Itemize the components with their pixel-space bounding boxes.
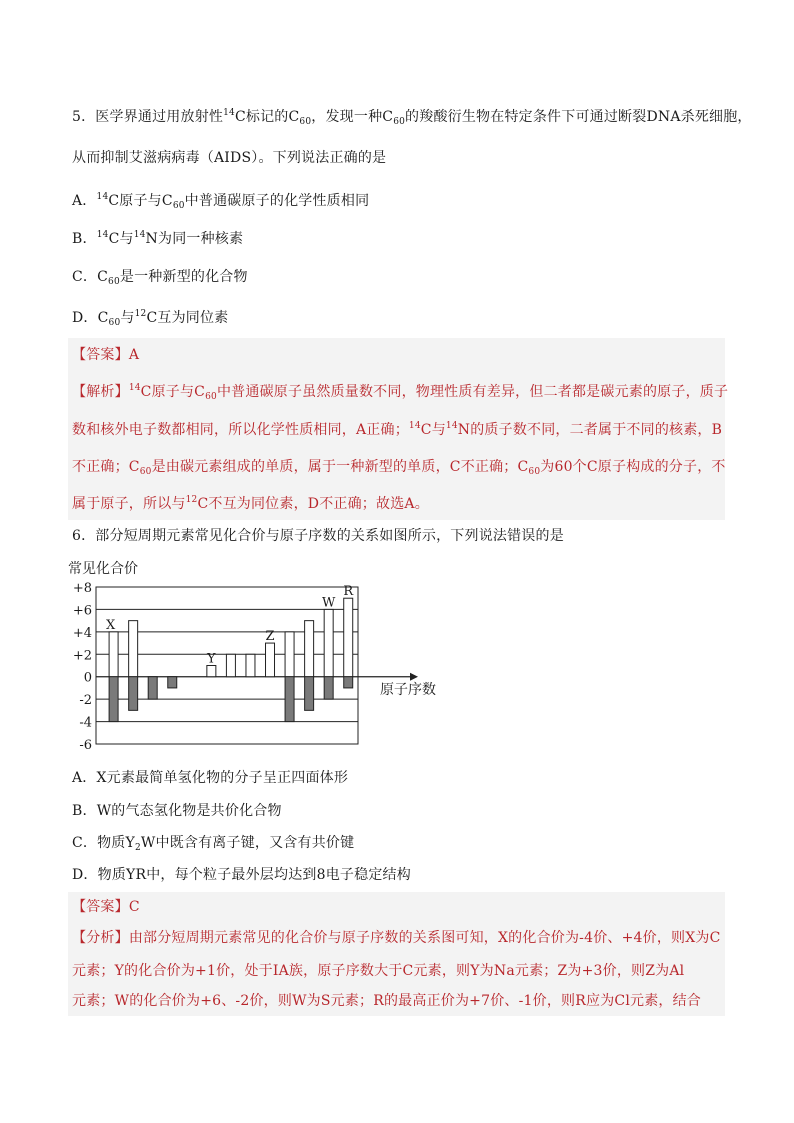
bar-positive xyxy=(207,666,216,677)
q6-option-d[interactable]: D．物质YR中，每个粒子最外层均达到8电子稳定结构 xyxy=(72,867,411,883)
y-tick-label: +6 xyxy=(72,603,92,619)
y-tick-label: +4 xyxy=(72,625,92,641)
bar-positive xyxy=(305,621,314,677)
bar-negative xyxy=(148,677,157,699)
q6-option-c[interactable]: C．物质$Y_2W$中既含有离子键，又含有共价键 xyxy=(72,835,355,853)
chart-xlabel: 原子序数 xyxy=(380,682,436,698)
valence-chart xyxy=(60,556,460,756)
bar-negative xyxy=(305,677,314,711)
q5-option-b[interactable]: B．$^{14}$C与$^{14}$N为同一种核素 xyxy=(72,230,244,247)
y-tick-label: 0 xyxy=(83,670,92,686)
q5-analysis-line2: 数和核外电子数都相同，所以化学性质相同，A正确；$^{14}$C与$^{14}$N的质子数不同，二者属于不同的核素，B xyxy=(72,421,723,438)
q6-analysis-line3: 元素；W的化合价为+6、-2价，则W为S元素；R的最高正价为+7价、-1价，则R应为Cl元素，结合 xyxy=(72,993,701,1009)
point-label: R xyxy=(343,584,354,600)
point-label: W xyxy=(321,595,336,611)
bar-positive xyxy=(246,654,255,676)
bar-positive xyxy=(129,621,138,677)
bar-positive xyxy=(266,643,275,677)
x-axis-arrow xyxy=(410,673,418,681)
q5-option-d[interactable]: D．$C_{60}$与$^{12}$C互为同位素 xyxy=(72,309,229,328)
chart-grid xyxy=(73,581,418,753)
q5-analysis-line1: 【解析】$^{14}$C原子与$C_{60}$中普通碳原子虽然质量数不同，物理性质有差异，但二者都是碳元素的原子，质子 xyxy=(72,383,729,402)
y-tick-label: -4 xyxy=(79,715,92,731)
point-label: Y xyxy=(207,651,216,667)
q6-analysis-line2: 元素；Y的化合价为+1价，处于ⅠA族，原子序数大于C元素，则Y为Na元素；Z为+3价，则Z为Al xyxy=(72,963,685,979)
chart-bars xyxy=(109,598,353,721)
bar-negative xyxy=(324,677,333,699)
q6-option-b[interactable]: B．W的气态氢化物是共价化合物 xyxy=(72,803,282,819)
point-label: X xyxy=(105,617,116,633)
point-label: Z xyxy=(265,629,275,645)
chart-ylabel: 常见化合价 xyxy=(68,561,138,577)
q5-analysis-line3: 不正确；$C_{60}$是由碳元素组成的单质，属于一种新型的单质，C不正确；$C_{60}$为60个C原子构成的分子，不 xyxy=(72,459,726,477)
y-tick-label: -2 xyxy=(79,693,92,709)
bar-negative xyxy=(129,677,138,711)
q5-option-c[interactable]: C．$C_{60}$是一种新型的化合物 xyxy=(72,269,248,287)
y-tick-label: +8 xyxy=(72,581,92,596)
q6-option-a[interactable]: A．X元素最简单氢化物的分子呈正四面体形 xyxy=(72,770,349,786)
q5-stem-line2: 从而抑制艾滋病病毒（AIDS）。下列说法正确的是 xyxy=(72,150,387,166)
bar-negative xyxy=(109,677,118,722)
q5-analysis-line4: 属于原子，所以与$^{12}$C不互为同位素，D不正确；故选A。 xyxy=(72,495,429,512)
q6-analysis-line1: 【分析】由部分短周期元素常见的化合价与原子序数的关系图可知，X的化合价为-4价、+4价，则X为C xyxy=(72,930,721,946)
q5-stem-line1: 5．医学界通过用放射性$^{14}$C标记的$C_{60}$，发现一种$C_{60}$的羧酸衍生物在特定条件下可通过断裂DNA杀死细胞， xyxy=(72,108,752,127)
bar-positive xyxy=(285,632,294,677)
bar-positive xyxy=(324,609,333,676)
bar-negative xyxy=(344,677,353,688)
bar-negative xyxy=(168,677,177,688)
bar-positive xyxy=(109,632,118,677)
bar-negative xyxy=(285,677,294,722)
q6-stem: 6．部分短周期元素常见化合价与原子序数的关系如图所示，下列说法错误的是 xyxy=(72,528,564,544)
q6-answer: 【答案】C xyxy=(72,899,140,915)
bar-positive xyxy=(344,598,353,677)
bar-positive xyxy=(226,654,235,676)
q5-answer: 【答案】A xyxy=(72,347,140,363)
y-tick-label: -6 xyxy=(79,738,92,753)
y-tick-label: +2 xyxy=(72,648,92,664)
q5-option-a[interactable]: A．$^{14}$C原子与$C_{60}$中普通碳原子的化学性质相同 xyxy=(72,192,370,211)
